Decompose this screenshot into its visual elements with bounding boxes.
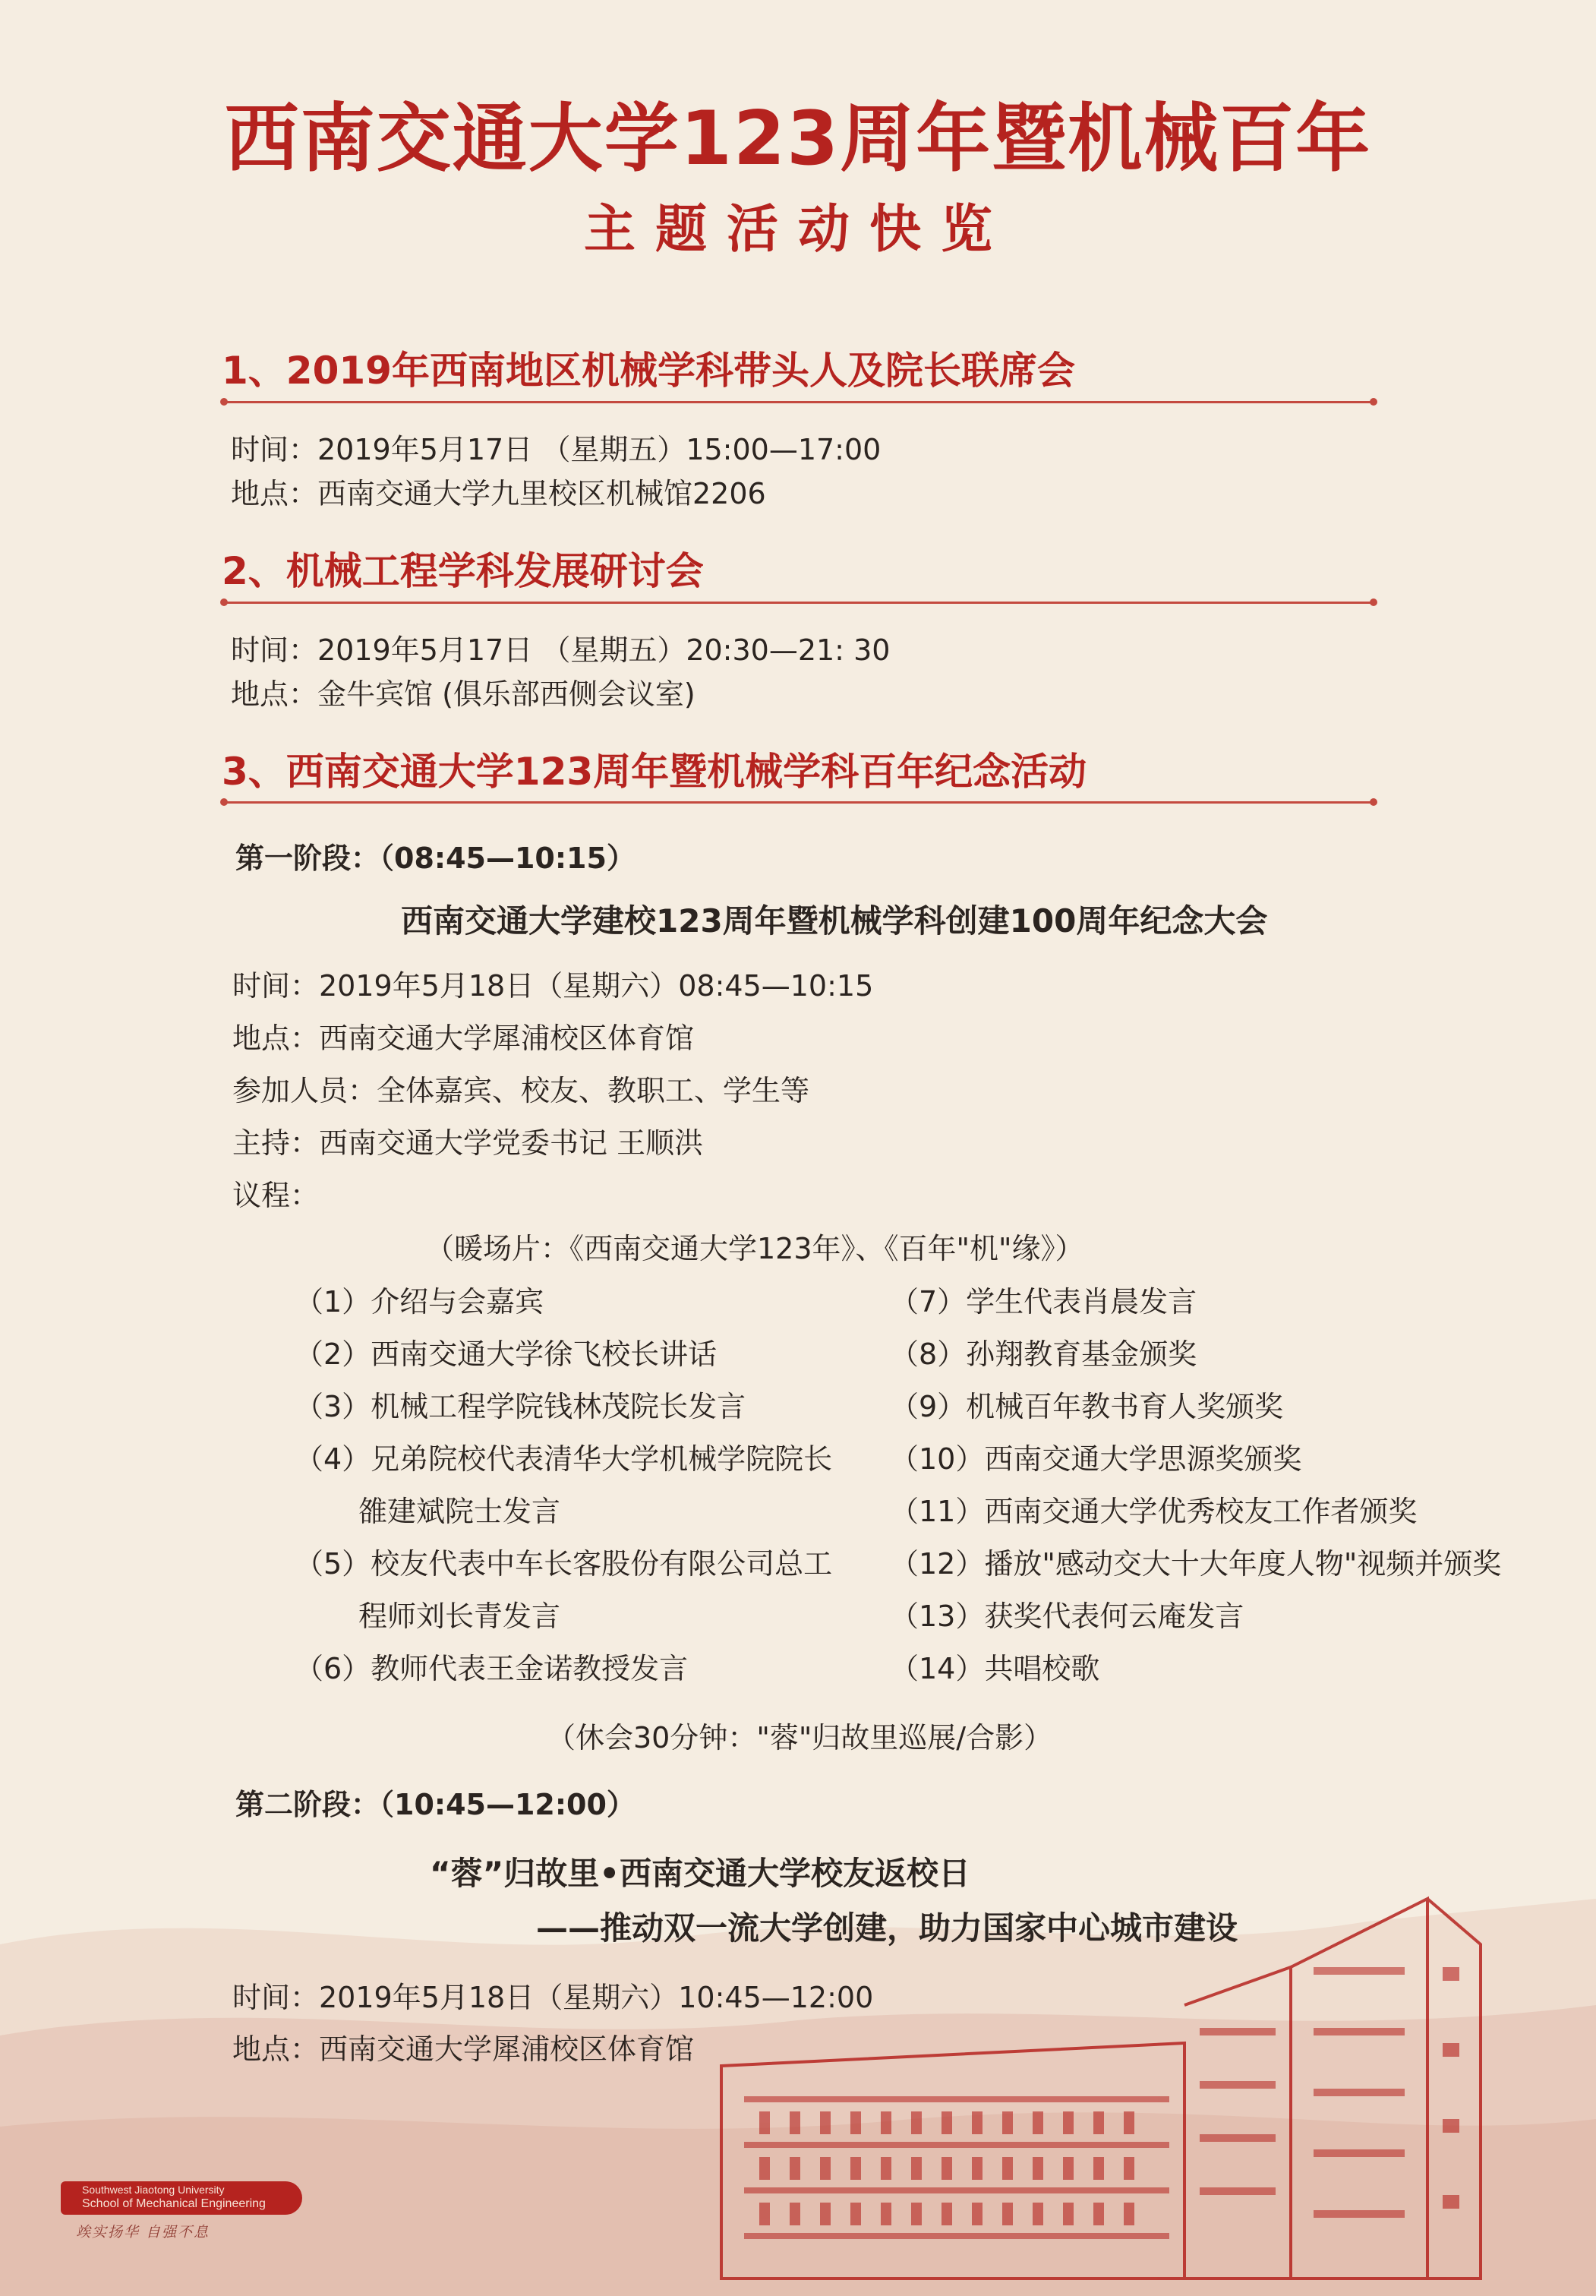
agenda-label: 议程： bbox=[232, 1179, 320, 1212]
section-1-divider bbox=[225, 401, 1373, 403]
school-motto: 竢实扬华 自强不息 bbox=[76, 2224, 210, 2241]
agenda-item: （10）西南交通大学思源奖颁奖 bbox=[890, 1442, 1302, 1476]
agenda-item: （13）获奖代表何云庵发言 bbox=[890, 1600, 1244, 1633]
school-logo bbox=[61, 2181, 302, 2215]
phase-2-event-subtitle: ——推动双一流大学创建，助力国家中心城市建设 bbox=[536, 1909, 1238, 1947]
phase-1-event-title: 西南交通大学建校123周年暨机械学科创建100周年纪念大会 bbox=[401, 902, 1268, 940]
phase-1-label: 第一阶段：（08:45—10:15） bbox=[235, 842, 636, 875]
phase-2-label: 第二阶段：（10:45—12:00） bbox=[235, 1788, 636, 1821]
agenda-item: （6）教师代表王金诺教授发言 bbox=[295, 1652, 689, 1685]
agenda-item: （4）兄弟院校代表清华大学机械学院院长 bbox=[295, 1442, 833, 1476]
warmup-film-note: （暖场片：《西南交通大学123年》、《百年"机"缘》） bbox=[425, 1232, 1084, 1265]
agenda-item: （2）西南交通大学徐飞校长讲话 bbox=[295, 1337, 718, 1371]
agenda-item: （12）播放"感动交大十大年度人物"视频并颁奖 bbox=[890, 1547, 1502, 1581]
agenda-item-continued: 雒建斌院士发言 bbox=[358, 1495, 561, 1528]
section-2-place: 地点：金牛宾馆 (俱乐部西侧会议室) bbox=[231, 677, 695, 711]
phase-1-participants: 参加人员：全体嘉宾、校友、教职工、学生等 bbox=[232, 1074, 810, 1107]
logo-university-name: Southwest Jiaotong University bbox=[82, 2184, 225, 2196]
section-2-divider bbox=[225, 602, 1373, 604]
break-note: （休会30分钟："蓉"归故里巡展/合影） bbox=[547, 1721, 1053, 1754]
agenda-item: （3）机械工程学院钱林茂院长发言 bbox=[295, 1390, 746, 1423]
phase-2-time: 时间：2019年5月18日（星期六）10:45—12:00 bbox=[232, 1981, 874, 2014]
section-1-place: 地点：西南交通大学九里校区机械馆2206 bbox=[231, 477, 766, 510]
section-2-heading: 2、机械工程学科发展研讨会 bbox=[222, 549, 704, 593]
logo-school-name: School of Mechanical Engineering bbox=[82, 2197, 266, 2210]
phase-2-event-title: “蓉”归故里•西南交通大学校友返校日 bbox=[430, 1855, 971, 1892]
section-3-heading: 3、西南交通大学123周年暨机械学科百年纪念活动 bbox=[222, 750, 1087, 794]
section-3-divider bbox=[225, 801, 1373, 804]
section-1-time: 时间：2019年5月17日 （星期五）15:00—17:00 bbox=[231, 433, 882, 466]
agenda-item-continued: 程师刘长青发言 bbox=[358, 1600, 561, 1633]
agenda-item: （5）校友代表中车长客股份有限公司总工 bbox=[295, 1547, 833, 1581]
phase-1-host: 主持：西南交通大学党委书记 王顺洪 bbox=[232, 1126, 704, 1160]
phase-1-place: 地点：西南交通大学犀浦校区体育馆 bbox=[232, 1022, 695, 1055]
agenda-item: （11）西南交通大学优秀校友工作者颁奖 bbox=[890, 1495, 1418, 1528]
phase-2-place: 地点：西南交通大学犀浦校区体育馆 bbox=[232, 2032, 695, 2066]
section-2-time: 时间：2019年5月17日 （星期五）20:30—21: 30 bbox=[231, 633, 891, 667]
agenda-item: （9）机械百年教书育人奖颁奖 bbox=[890, 1390, 1284, 1423]
page-subtitle: 主题活动快览 bbox=[583, 199, 1012, 260]
agenda-item: （1）介绍与会嘉宾 bbox=[295, 1285, 544, 1319]
agenda-item: （8）孙翔教育基金颁奖 bbox=[890, 1337, 1197, 1371]
phase-1-time: 时间：2019年5月18日（星期六）08:45—10:15 bbox=[232, 969, 874, 1003]
page-title: 西南交通大学123周年暨机械百年 bbox=[224, 96, 1372, 182]
agenda-item: （14）共唱校歌 bbox=[890, 1652, 1100, 1685]
agenda-item: （7）学生代表肖晨发言 bbox=[890, 1285, 1197, 1319]
section-1-heading: 1、2019年西南地区机械学科带头人及院长联席会 bbox=[222, 349, 1075, 393]
